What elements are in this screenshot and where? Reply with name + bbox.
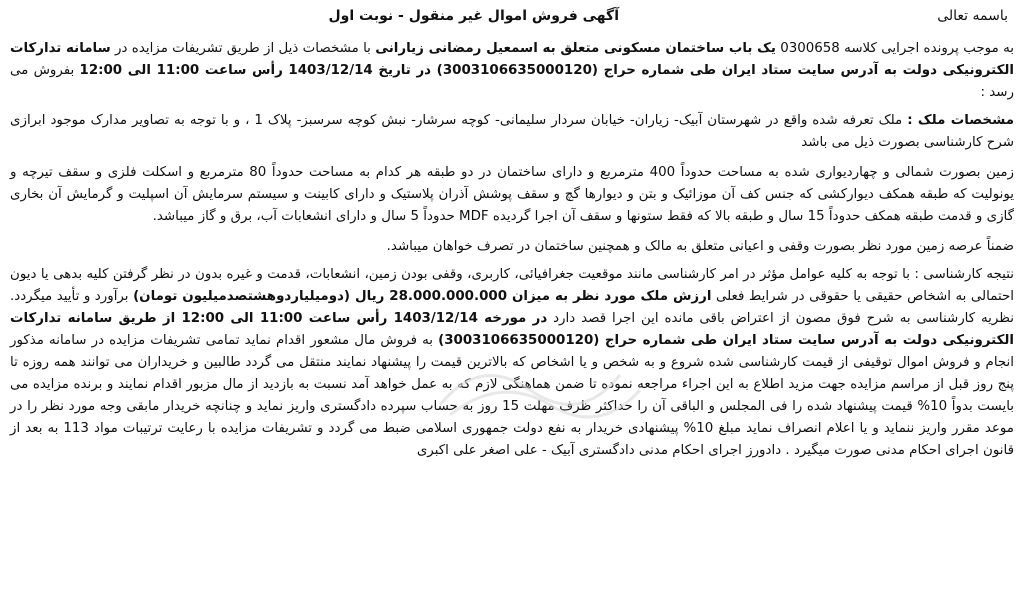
ownership-paragraph: [10, 236, 1014, 258]
property-description-text: زمین بصورت شمالی و چهاردیواری شده به مساحت حدوداً 400 مترمربع و دارای ساختمان در دو طبقه هر کدام به مساحت حدوداً 80 مترمربع و اسکلت فلزی و سقف تیرچه و یونولیت که طبقه همکف دیوارکشی که جنس کف آن موزائیک و بتن و دیوارها گچ و سقف پوشش آذران پلاستیک و دارای کابینت و سیستم سرمایش آن اسپلیت و گرمایش آن بخاری گازی و قدمت طبقه همکف حدوداً 15 سال و طبقه بالا که فقط ستونها و سقف آن اجرا گردیده MDF حدوداً 5 سال و دارای انشعابات آب، برق و گاز میباشد.: [10, 165, 1014, 224]
auction-terms-text: به فروش مال مشعور اقدام نماید تمامی تشریفات مزایده در سامانه مذکور انجام و فروش اموال توقیفی از قیمت کارشناسی شده شروع و به شخص و یا اشخاص که بالاترین قیمت را پیشنهاد نمایند منتقل می گردد طالبین و خریداران می توانند همه روزه تا پنج روز قبل از مراسم مزایده جهت مزید اطلاع به این اجراء مراجعه نموده تا ضمن هماهنگی لازم که به عمل خواهد آمد نسبت به بازدید از مال مزبور اقدام نمایند و برنده مزایده می بایست بدواً 10% قیمت پیشنهاد شده را فی المجلس و الباقی آن را حداکثر ظرف مهلت 15 روز به حساب سپرده دادگستری واریز نماید و چنانچه خریدار مابقی وجه مورد نظر را در موعد مقرر واریز ننماید و یا اعلام انصراف نماید مبلغ 10% پیشنهادی خریدار به نفع دولت جمهوری اسلامی ضبط می گردد و تشریفات مزایده با رعایت ترتیبات مواد 113 به بعد از قانون اجرای احکام مدنی صورت میگیرد . دادورز اجرای احکام مدنی دادگستری آبیک - علی اصغر علی اکبری: [10, 333, 1014, 458]
ownership-text: ضمناً عرصه زمین مورد نظر بصورت وقفی و اعیانی متعلق به مالک و همچنین ساختمان در تصرف خواهان میباشد.: [386, 239, 1014, 254]
sale-text: بفروش می رسد :: [10, 63, 1014, 100]
property-specs-paragraph: [10, 110, 1014, 154]
basmala-text: باسمه تعالی: [937, 8, 1008, 24]
appraisal-value-text: ارزش ملک مورد نظر به میزان 28.000.000.000 ریال (دومیلیاردوهشتصدمیلیون تومان): [133, 289, 712, 304]
case-number-text: به موجب پرونده اجرایی کلاسه 0300658: [775, 41, 1014, 56]
auction-method-text: با مشخصات ذیل از طریق تشریفات مزایده در: [110, 41, 376, 56]
intro-paragraph: [10, 38, 1014, 104]
auction-platform-date-text: سامانه تدارکات الکترونیکی دولت به آدرس سایت ستاد ایران طی شماره حراج (3003106635000120) در تاریخ 1403/12/14 رأس ساعت 11:00 الی 12:00: [10, 41, 1014, 78]
auction-schedule-text: در مورخه 1403/12/14 رأس ساعت 11:00 الی 12:00 از طریق سامانه تدارکات الکترونیکی دولت به آدرس سایت ستاد ایران طی شماره حراج (3003106635000120): [10, 311, 1015, 348]
notice-title: آگهی فروش اموال غیر منقول - نوبت اول: [328, 8, 619, 24]
property-description-paragraph: [10, 162, 1014, 228]
notice-header: [10, 6, 1014, 32]
appraisal-confirm-text: برآورد و تأیید میگردد. نظریه کارشناسی به شرح فوق مصون از اعتراض باقی مانده این اجرا قصد دارد: [10, 289, 1015, 326]
property-owner-text: یک باب ساختمان مسکونی متعلق به اسمعیل رمضانی زیارانی: [375, 41, 776, 56]
property-specs-text: ملک تعرفه شده واقع در شهرستان آبیک- زیاران- خیابان سردار سلیمانی- کوچه سرشار- نبش کوچه سرسبز- پلاک 1 ، و با توجه به تصاویر مدارک موجود ابرازی شرح کارشناسی بصورت ذیل می باشد: [10, 113, 1014, 150]
appraisal-paragraph: [10, 264, 1014, 462]
property-specs-label: مشخصات ملک :: [907, 113, 1014, 128]
appraisal-intro-text: نتیجه کارشناسی : با توجه به کلیه عوامل مؤثر در امر کارشناسی مانند موقعیت جغرافیائی، کاربری، وقفی بودن زمین، انشعابات، قدمت و غیره بدون در نظر گرفتن کلیه بدهی یا دیون احتمالی به اشخاص حقیقی یا حقوقی در شرایط فعلی: [10, 267, 1014, 304]
